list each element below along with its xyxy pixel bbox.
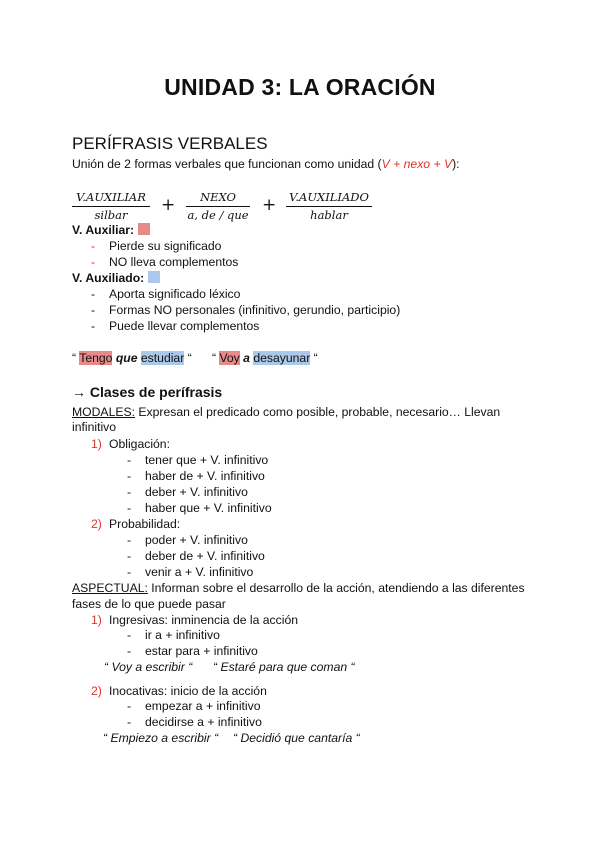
auxiliado-label: V. Auxiliado: xyxy=(72,271,160,286)
dash: - xyxy=(127,699,132,713)
list-item: empezar a + infinitivo xyxy=(145,699,261,713)
dash: - xyxy=(91,319,96,333)
dash: - xyxy=(127,501,132,515)
list-item: Pierde su significado xyxy=(109,239,222,253)
list-item: deber de + V. infinitivo xyxy=(145,549,265,563)
list-number: 1) xyxy=(91,613,102,627)
list-item: deber + V. infinitivo xyxy=(145,485,248,499)
group-label: Inocativas: inicio de la acción xyxy=(109,684,267,698)
list-item: decidirse a + infinitivo xyxy=(145,715,262,729)
clases-heading: → Clases de perífrasis xyxy=(72,384,223,400)
example-quote: “ Voy a escribir “ xyxy=(104,660,193,674)
list-item: Aporta significado léxico xyxy=(109,287,241,301)
list-number: 2) xyxy=(91,517,102,531)
intro-text: Unión de 2 formas verbales que funcionan como unidad (V + nexo + V): xyxy=(72,157,460,171)
dash: - xyxy=(127,549,132,563)
list-item: Formas NO personales (infinitivo, gerundio, participio) xyxy=(109,303,401,317)
plus-sign: + xyxy=(161,195,176,215)
fraction-auxiliar: V.AUXILIAR silbar xyxy=(72,190,150,222)
list-item: poder + V. infinitivo xyxy=(145,533,248,547)
dash: - xyxy=(127,533,132,547)
example-1: “ Tengo que estudiar “ xyxy=(72,351,192,365)
dash: - xyxy=(127,628,132,642)
aspectual-text: ASPECTUAL: Informan sobre el desarrollo de la acción, atendiendo a las diferentes xyxy=(72,581,525,595)
modales-text: MODALES: Expresan el predicado como posible, probable, necesario… Llevan xyxy=(72,405,501,419)
list-number: 1) xyxy=(91,437,102,451)
group-label: Probabilidad: xyxy=(109,517,181,531)
fraction-nexo: NEXO a, de / que xyxy=(187,190,249,222)
blue-swatch xyxy=(148,271,160,283)
dash: - xyxy=(127,644,132,658)
example-quote: “ Estaré para que coman “ xyxy=(213,660,355,674)
example-quote: “ Decidió que cantaría “ xyxy=(233,731,360,745)
dash: - xyxy=(127,565,132,579)
list-item: NO lleva complementos xyxy=(109,255,239,269)
dash: - xyxy=(127,453,132,467)
aux-label: V. Auxiliar: xyxy=(72,223,150,238)
list-item: tener que + V. infinitivo xyxy=(145,453,269,467)
list-number: 2) xyxy=(91,684,102,698)
example-quote: “ Empiezo a escribir “ xyxy=(103,731,219,745)
list-item: haber que + V. infinitivo xyxy=(145,501,272,515)
list-item: haber de + V. infinitivo xyxy=(145,469,265,483)
dash: - xyxy=(127,715,132,729)
intro-formula: V + nexo + V xyxy=(381,157,453,171)
example-2: “ Voy a desayunar “ xyxy=(212,351,318,365)
modales-text-2: infinitivo xyxy=(72,420,117,434)
dash: - xyxy=(127,485,132,499)
group-label: Ingresivas: inminencia de la acción xyxy=(109,613,299,627)
fraction-auxiliado: V.AUXILIADO hablar xyxy=(286,190,372,222)
list-item: ir a + infinitivo xyxy=(145,628,220,642)
list-item: Puede llevar complementos xyxy=(109,319,260,333)
arrow-right-icon: → xyxy=(72,384,86,400)
aspectual-text-2: fases de lo que puede pasar xyxy=(72,597,226,611)
group-label: Obligación: xyxy=(109,437,170,451)
dash: - xyxy=(91,255,96,269)
dash: - xyxy=(91,287,96,301)
section-heading: PERÍFRASIS VERBALES xyxy=(72,134,268,153)
dash: - xyxy=(127,469,132,483)
dash: - xyxy=(91,239,96,253)
red-swatch xyxy=(138,223,150,235)
plus-sign: + xyxy=(262,195,277,215)
list-item: venir a + V. infinitivo xyxy=(145,565,254,579)
page-title: UNIDAD 3: LA ORACIÓN xyxy=(164,74,436,100)
list-item: estar para + infinitivo xyxy=(145,644,258,658)
dash: - xyxy=(91,303,96,317)
